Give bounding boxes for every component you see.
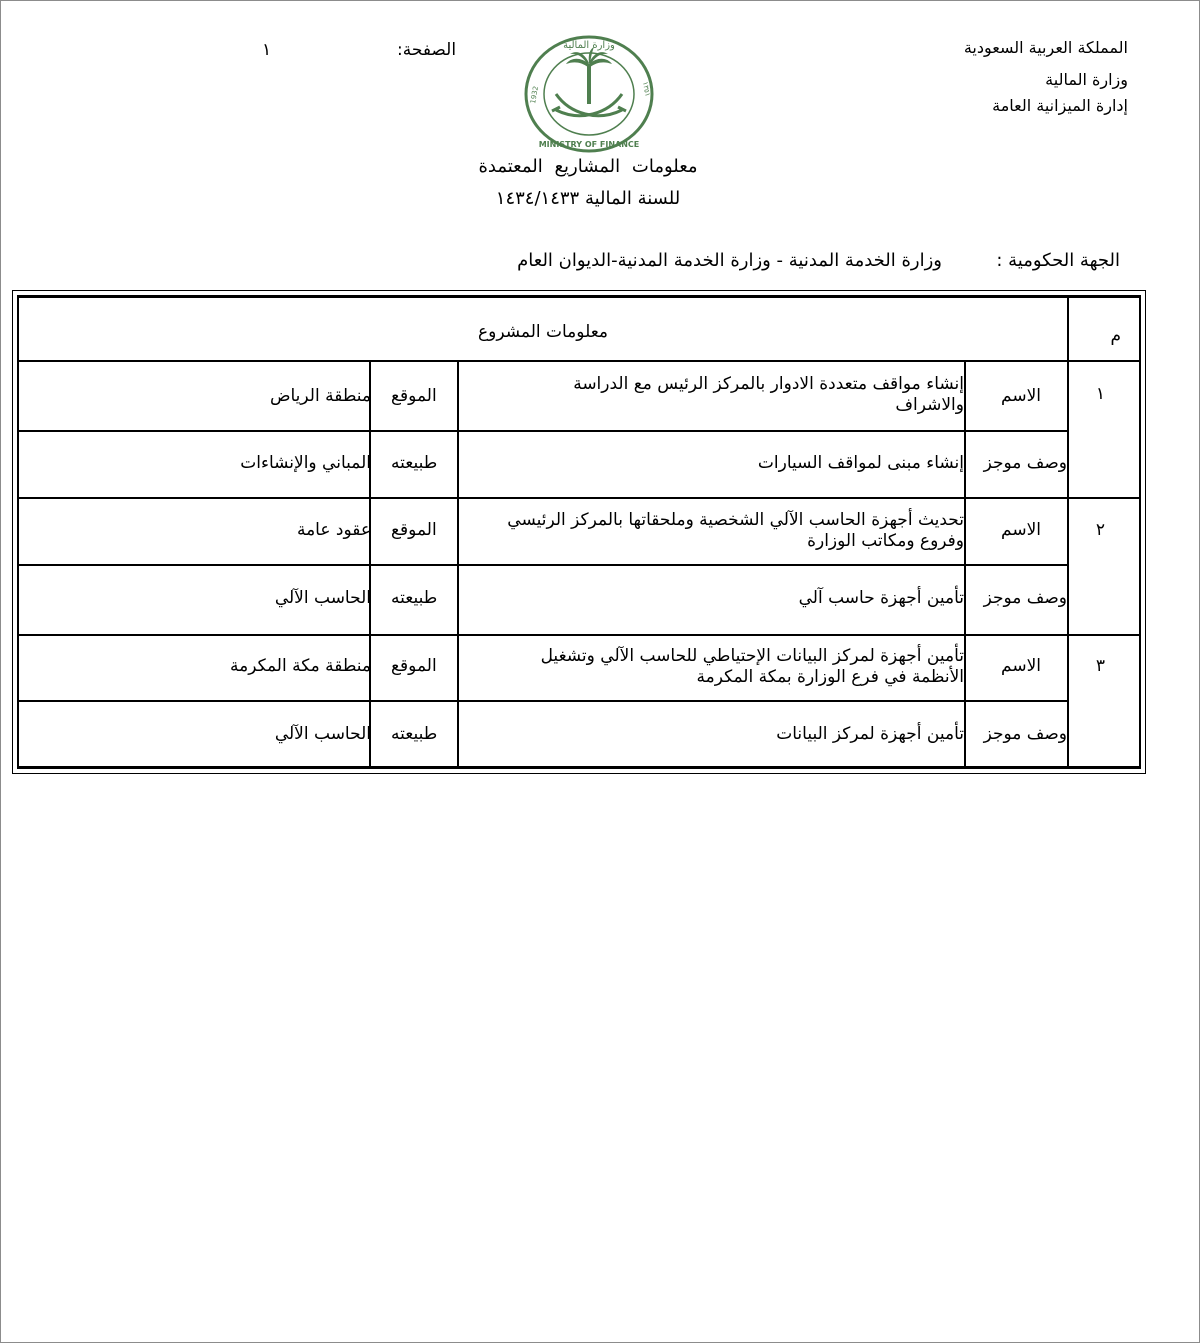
project-brief: إنشاء مبنى لمواقف السيارات bbox=[757, 453, 964, 473]
row-divider bbox=[19, 634, 1139, 636]
seal-year-left: 1932 bbox=[529, 85, 541, 105]
ministry-name: وزارة المالية bbox=[1045, 70, 1128, 89]
name-label: الاسم bbox=[1001, 386, 1041, 406]
number-column-header: م bbox=[1110, 326, 1121, 346]
row-divider bbox=[19, 430, 1069, 432]
nature-label: طبيعته bbox=[391, 588, 438, 608]
project-nature: الحاسب الآلي bbox=[274, 588, 371, 608]
brief-label: وصف موجز bbox=[983, 588, 1067, 608]
brief-label: وصف موجز bbox=[983, 724, 1067, 744]
location-label: الموقع bbox=[391, 656, 437, 676]
department-name: إدارة الميزانية العامة bbox=[992, 96, 1128, 115]
project-brief: تأمين أجهزة حاسب آلي bbox=[798, 588, 964, 608]
project-nature: المباني والإنشاءات bbox=[240, 453, 371, 473]
seal-top-text: وزارة المالية bbox=[563, 40, 615, 51]
page-number: ١ bbox=[262, 40, 272, 60]
value-column-divider bbox=[457, 360, 459, 766]
nature-label: طبيعته bbox=[391, 453, 438, 473]
row-divider bbox=[19, 564, 1069, 566]
seal-bottom-text: MINISTRY OF FINANCE bbox=[538, 140, 640, 149]
document-title: معلومات المشاريع المعتمدة bbox=[478, 156, 698, 177]
row-divider bbox=[19, 497, 1139, 499]
page-label: الصفحة: bbox=[397, 40, 457, 60]
project-number: ٢ bbox=[1095, 520, 1105, 540]
label-column-divider bbox=[964, 360, 966, 766]
project-number: ٣ bbox=[1095, 656, 1105, 676]
nature-label: طبيعته bbox=[391, 724, 438, 744]
projects-table-grid bbox=[17, 295, 1141, 769]
project-info-header: معلومات المشروع bbox=[477, 322, 609, 342]
government-entity-label: الجهة الحكومية : bbox=[996, 250, 1120, 271]
project-location: عقود عامة bbox=[296, 520, 371, 540]
projects-table bbox=[12, 290, 1146, 774]
number-column-divider bbox=[1067, 298, 1069, 766]
document-subtitle: للسنة المالية ١٤٣٤/١٤٣٣ bbox=[495, 188, 681, 209]
row-divider bbox=[19, 360, 1139, 362]
sublabel-column-divider bbox=[369, 360, 371, 766]
kingdom-name: المملكة العربية السعودية bbox=[963, 38, 1128, 57]
ministry-of-finance-seal bbox=[522, 34, 656, 154]
project-nature: الحاسب الآلي bbox=[274, 724, 371, 744]
location-label: الموقع bbox=[391, 520, 437, 540]
name-label: الاسم bbox=[1001, 520, 1041, 540]
project-number: ١ bbox=[1095, 384, 1105, 404]
brief-label: وصف موجز bbox=[983, 453, 1067, 473]
project-location: منطقة مكة المكرمة bbox=[229, 656, 371, 676]
government-entity-value: وزارة الخدمة المدنية - وزارة الخدمة المدنية-الديوان العام bbox=[517, 250, 942, 271]
row-divider bbox=[19, 700, 1069, 702]
project-location: منطقة الرياض bbox=[269, 386, 371, 406]
project-name: إنشاء مواقف متعددة الادوار بالمركز الرئيس مع الدراسة والاشراف bbox=[573, 374, 964, 415]
seal-year-right: ١٣٥١ bbox=[641, 80, 652, 98]
location-label: الموقع bbox=[391, 386, 437, 406]
project-brief: تأمين أجهزة لمركز البيانات bbox=[776, 724, 964, 744]
name-label: الاسم bbox=[1001, 656, 1041, 676]
project-name: تأمين أجهزة لمركز البيانات الإحتياطي للحاسب الآلي وتشغيل الأنظمة في فرع الوزارة بمكة المكرمة bbox=[540, 646, 964, 687]
project-name: تحديث أجهزة الحاسب الآلي الشخصية وملحقاتها بالمركز الرئيسي وفروع ومكاتب الوزارة bbox=[507, 510, 964, 551]
